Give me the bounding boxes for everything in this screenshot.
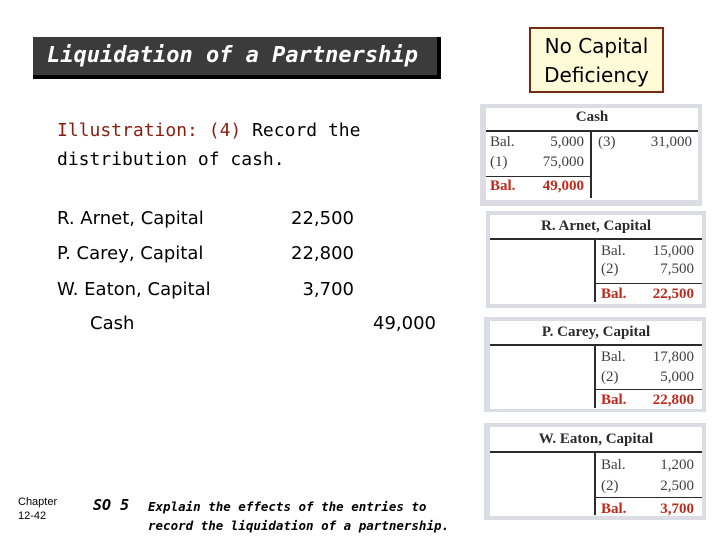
journal-account: Cash (90, 313, 135, 334)
t-account-carey (490, 321, 702, 409)
journal-debit: 3,700 (302, 279, 354, 300)
chapter-label (18, 495, 57, 523)
t-account-title: W. Eaton, Capital (538, 431, 654, 447)
study-objective-label: SO 5 (93, 496, 130, 514)
t-cell-amount: 5,000 (660, 369, 694, 385)
illustration-step: (4) (208, 120, 242, 141)
title-bar-shadow (33, 37, 441, 79)
t-cell-balance-amount: 22,500 (652, 286, 694, 302)
t-cell-amount: 75,000 (542, 154, 584, 170)
t-cell-amount: 1,200 (660, 457, 694, 473)
t-account-divider (594, 451, 596, 515)
t-cell-label: (1) (490, 154, 508, 170)
t-account-top-line (490, 238, 702, 240)
t-account-eaton (490, 427, 702, 516)
t-cell-balance-label: Bal. (601, 392, 627, 408)
t-account-divider (590, 130, 592, 198)
t-cell-label: (2) (601, 478, 619, 494)
t-cell-label: (2) (601, 261, 619, 277)
t-cell-amount: 17,800 (652, 349, 694, 365)
study-objective-line1: Explain the effects of the entries to (148, 499, 427, 514)
journal-debit: 22,800 (291, 243, 354, 264)
t-cell-amount: 2,500 (660, 478, 694, 494)
deficiency-note-line2: Deficiency (544, 63, 649, 87)
study-objective-line2: record the liquidation of a partnership. (148, 518, 450, 533)
illustration-prefix: Illustration: (57, 120, 198, 141)
illustration-text (57, 116, 387, 174)
t-cell-label: Bal. (601, 457, 626, 473)
illustration-line2: distribution of cash. (57, 149, 285, 170)
t-account-rule (596, 283, 702, 284)
t-cell-amount: 31,000 (650, 134, 692, 150)
t-cell-amount: 5,000 (550, 134, 584, 150)
t-cell-label: Bal. (601, 349, 626, 365)
t-cell-label: (2) (601, 369, 619, 385)
journal-debit: 22,500 (291, 208, 354, 229)
deficiency-note (529, 27, 664, 93)
t-account-top-line (490, 451, 702, 453)
t-account-rule (596, 389, 702, 390)
journal-account: W. Eaton, Capital (57, 279, 211, 300)
t-cell-label: (3) (598, 134, 616, 150)
t-cell-label: Bal. (601, 243, 626, 259)
t-cell-label: Bal. (490, 134, 515, 150)
t-cell-amount: 7,500 (660, 261, 694, 277)
t-account-divider (594, 238, 596, 302)
t-cell-amount: 15,000 (652, 243, 694, 259)
deficiency-note-line1: No Capital (544, 34, 649, 58)
t-account-cash (486, 108, 698, 200)
t-cell-balance-amount: 22,800 (652, 392, 694, 408)
t-cell-balance-label: Bal. (601, 501, 627, 517)
illustration-rest: Record the (252, 120, 361, 141)
study-objective-text (148, 497, 449, 535)
journal-credit: 49,000 (373, 313, 436, 334)
title-bar (33, 37, 437, 75)
t-account-title: R. Arnet, Capital (541, 218, 651, 234)
t-account-divider (594, 344, 596, 408)
t-account-arnet (490, 215, 702, 304)
journal-account: R. Arnet, Capital (57, 208, 204, 229)
chapter-text: Chapter (18, 496, 58, 508)
t-account-rule (596, 497, 702, 498)
t-account-top-line (486, 130, 698, 132)
t-cell-balance-amount: 3,700 (660, 501, 694, 517)
t-cell-balance-label: Bal. (490, 178, 516, 194)
t-account-top-line (490, 344, 702, 346)
t-cell-balance-amount: 49,000 (542, 178, 584, 194)
t-account-title: P. Carey, Capital (541, 324, 651, 340)
slide-title: Liquidation of a Partnership (47, 43, 418, 68)
t-cell-balance-label: Bal. (601, 286, 627, 302)
slide-number: 12-42 (18, 510, 47, 522)
t-account-rule (486, 176, 590, 177)
t-account-title: Cash (575, 109, 609, 125)
journal-account: P. Carey, Capital (57, 243, 204, 264)
